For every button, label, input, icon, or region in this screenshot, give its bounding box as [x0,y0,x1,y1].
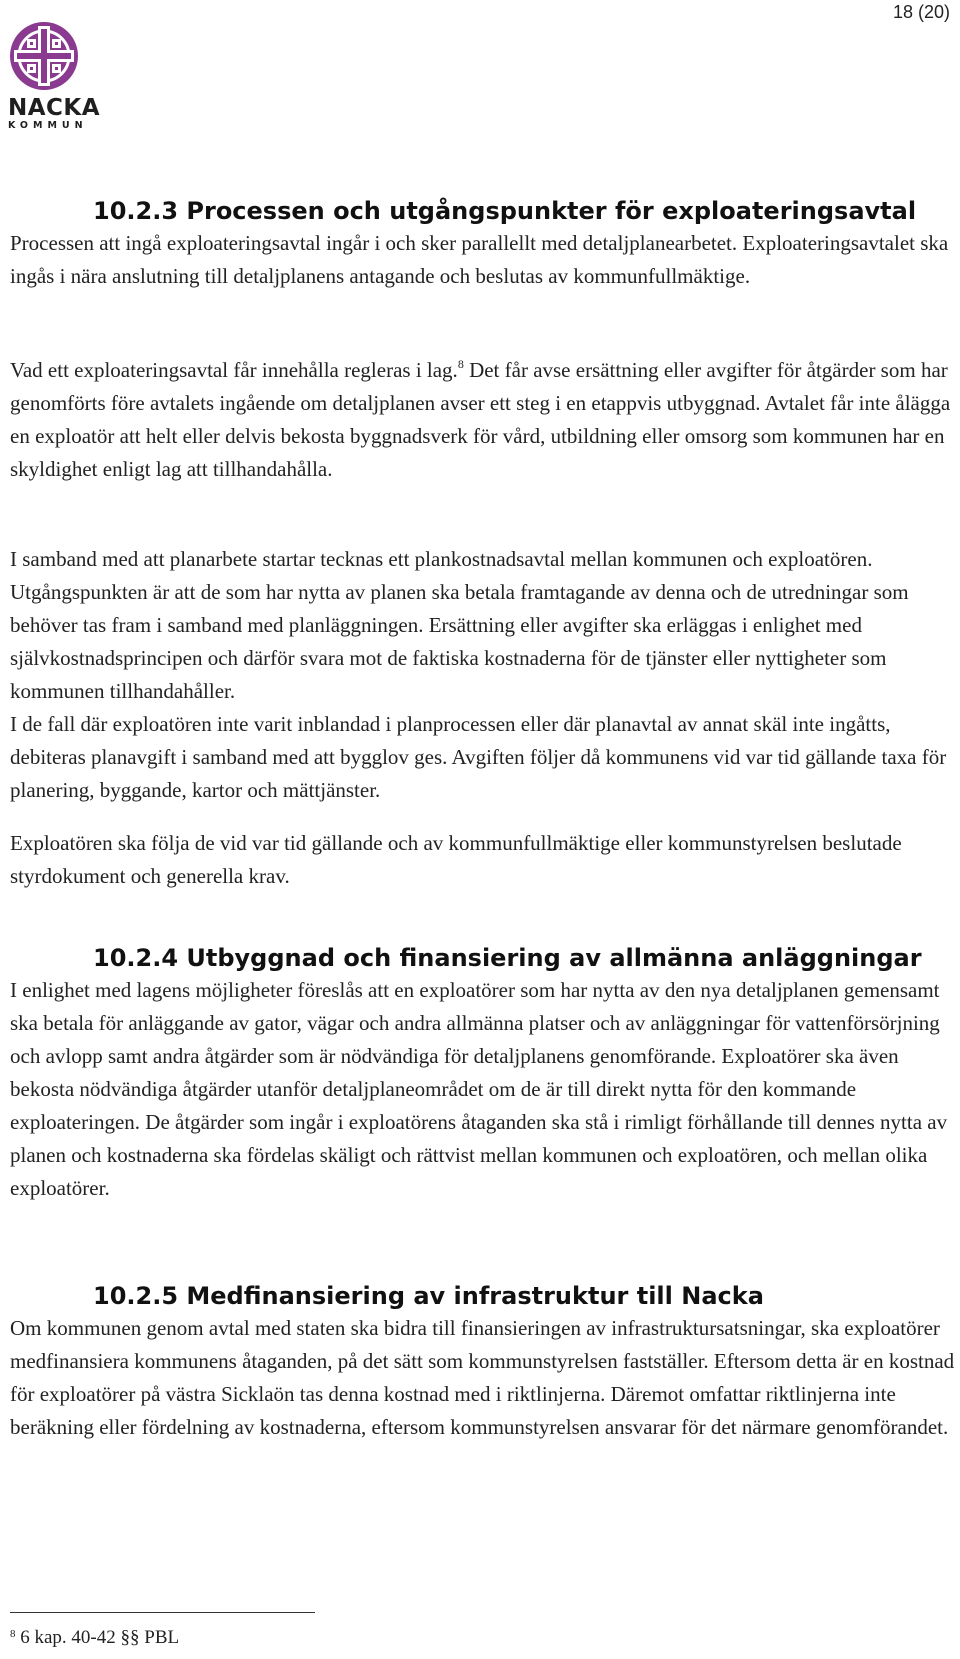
paragraph: I samband med att planarbete startar tecknas ett plankostnadsavtal mellan kommunen och exploatören. Utgångspunkten är att de som har nytta av planen ska betala framtagande av denna och de utredningar som behöver tas fram i samband med planläggningen. Ersättning eller avgifter ska erläggas i enlighet med självkostnadsprincipen och därför svara mot de faktiska kostnaderna för de tjänster eller nyttigheter som kommunen tillhandahåller. [10,547,909,703]
paragraph-with-footnote [10,354,955,486]
footnote-divider [10,1612,315,1613]
paragraph-text: Vad ett exploateringsavtal får innehålla regleras i lag. [10,358,458,382]
paragraph-block [10,543,955,807]
footnote-text: 6 kap. 40-42 §§ PBL [15,1627,180,1648]
paragraph: I enlighet med lagens möjligheter föreslås att en exploatörer som har nytta av den nya detaljplanen gemensamt ska betala för anläggande av gator, vägar och andra allmänna platser och av anläggningar för vattenförsörjning och avlopp samt andra åtgärder som är nödvändiga för detaljplanens genomförande. Exploatörer ska även bekosta nödvändiga åtgärder utanför detaljplaneområdet om de är till direkt nytta för den kommande exploateringen. De åtgärder som ingår i exploatörens åtaganden ska stå i rimligt förhållande till dennes nytta av planen och kostnaderna ska fördelas skäligt och rättvist mellan kommunen och exploatören, och mellan olika exploatörer. [10,978,948,1200]
section-10-2-4 [10,942,955,1205]
section-heading: 10.2.4 Utbyggnad och finansiering av allmänna anläggningar [93,944,922,972]
nacka-emblem-icon [8,20,80,92]
logo-name: NACKA [8,95,101,121]
section-heading: 10.2.3 Processen och utgångspunkter för exploateringsavtal [93,197,917,225]
section-10-2-5 [10,1280,955,1444]
section-heading: 10.2.5 Medfinansiering av infrastruktur till Nacka [93,1282,764,1310]
paragraph: I de fall där exploatören inte varit inblandad i planprocessen eller där planavtal av annat skäl inte ingåtts, debiteras planavgift i samband med att bygglov ges. Avgiften följer då kommunens vid var tid gällande taxa för planering, byggande, kartor och mättjänster. [10,712,947,802]
paragraph: Exploatören ska följa de vid var tid gällande och av kommunfullmäktige eller kommunstyrelsen beslutade styrdokument och generella krav. [10,831,902,888]
paragraph-text: Det får avse ersättning eller avgifter för åtgärder som har genomförts före avtalets ingående om detaljplanen avser ett steg i en etappvis utbyggnad. Avtalet får inte ålägga en exploatör att helt eller delvis bekosta byggnadsverk för vård, utbildning eller omsorg som kommunen har en skyldighet enligt lag att tillhandahålla. [10,358,951,481]
paragraph-block [10,354,955,486]
nacka-logo [8,20,101,131]
paragraph: Processen att ingå exploateringsavtal ingår i och sker parallellt med detaljplanearbetet. Exploateringsavtalet ska ingås i nära anslutning till detaljplanens antagande och beslutas av kommunfullmäktige. [10,231,949,288]
page-number: 18 (20) [892,2,950,22]
section-10-2-3 [10,195,955,293]
footnote-number: 8 [10,1628,16,1640]
paragraph-block [10,827,955,893]
logo-subtitle: KOMMUN [8,120,88,131]
footnote [10,1626,179,1650]
footnote-reference[interactable]: 8 [457,357,464,371]
paragraph: Om kommunen genom avtal med staten ska bidra till finansieringen av infrastruktursatsningar, ska exploatörer medfinansiera kommunens åtaganden, på det sätt som kommunstyrelsen fastställer. Eftersom detta är en kostnad för exploatörer på västra Sicklaön tas denna kostnad med i riktlinjerna. Däremot omfattar riktlinjerna inte beräkning eller fördelning av kostnaderna, eftersom kommunstyrelsen ansvarar för det närmare genomförandet. [10,1316,955,1439]
